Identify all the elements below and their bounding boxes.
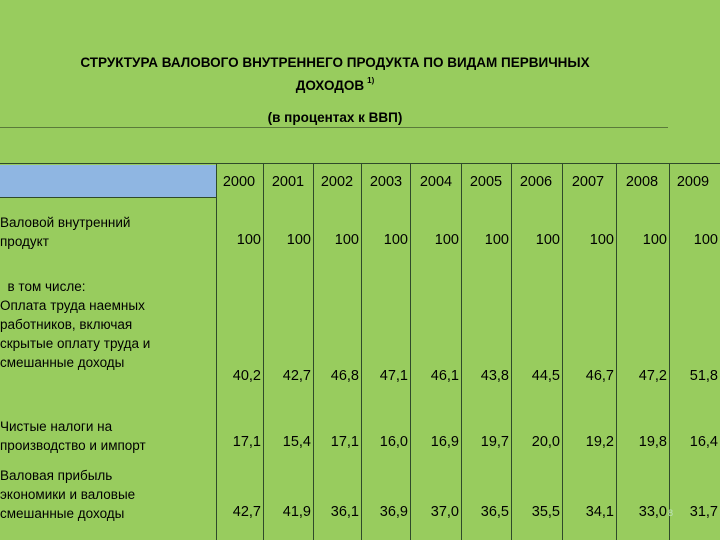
grid-col-line xyxy=(410,163,411,540)
grid-col-line xyxy=(616,163,617,540)
table-cell: 100 xyxy=(434,232,459,248)
year-header: 2002 xyxy=(320,174,354,190)
table-cell: 47,1 xyxy=(379,368,408,384)
row-label-taxes: Чистые налоги на производство и импорт xyxy=(0,419,146,453)
row-label-gdp: Валовой внутренний продукт xyxy=(0,215,131,249)
subtitle: (в процентах к ВВП) xyxy=(267,110,403,125)
grid-col-line xyxy=(216,163,217,540)
table-cell: 100 xyxy=(535,232,560,248)
table-cell: 41,9 xyxy=(282,504,311,520)
title-footnote: 1) xyxy=(367,76,375,85)
grid-col-line xyxy=(361,163,362,540)
grid-col-line xyxy=(669,163,670,540)
year-header: 2003 xyxy=(369,174,403,190)
year-header: 2009 xyxy=(676,174,710,190)
table-cell: 34,1 xyxy=(585,504,614,520)
table-cell: 100 xyxy=(589,232,614,248)
table-cell: 100 xyxy=(383,232,408,248)
table-cell: 19,2 xyxy=(585,434,614,450)
grid-col-line xyxy=(263,163,264,540)
table-cell: 31,7 xyxy=(689,504,718,520)
table-cell: 36,9 xyxy=(379,504,408,520)
row-label-wages: в том числе: Оплата труда наемных работников, включая скрытые оплату труда и смешанные доходы xyxy=(0,279,151,370)
table-cell: 17,1 xyxy=(232,434,261,450)
table-cell: 51,8 xyxy=(689,368,718,384)
year-header: 2001 xyxy=(271,174,305,190)
table-cell: 43,8 xyxy=(480,368,509,384)
table-cell: 46,1 xyxy=(430,368,459,384)
table-cell: 15,4 xyxy=(282,434,311,450)
table-cell: 100 xyxy=(236,232,261,248)
table-cell: 17,1 xyxy=(330,434,359,450)
table-cell: 40,2 xyxy=(232,368,261,384)
title-line-1: СТРУКТУРА ВАЛОВОГО ВНУТРЕННЕГО ПРОДУКТА ПО ВИДАМ ПЕРВИЧНЫХ xyxy=(80,55,590,70)
title-line-2: ДОХОДОВ xyxy=(295,78,365,93)
table-cell: 19,7 xyxy=(480,434,509,450)
year-header: 2008 xyxy=(625,174,659,190)
page-number: 8 xyxy=(668,508,674,518)
table-cell: 35,5 xyxy=(531,504,560,520)
table-cell: 100 xyxy=(334,232,359,248)
table-cell: 46,7 xyxy=(585,368,614,384)
table-cell: 19,8 xyxy=(638,434,667,450)
table-cell: 37,0 xyxy=(430,504,459,520)
grid-line-top xyxy=(0,163,720,164)
table-cell: 36,5 xyxy=(480,504,509,520)
grid-col-line xyxy=(461,163,462,540)
table-cell: 46,8 xyxy=(330,368,359,384)
table-cell: 44,5 xyxy=(531,368,560,384)
table-cell: 47,2 xyxy=(638,368,667,384)
grid-col-line xyxy=(562,163,563,540)
grid-line-header xyxy=(0,197,216,198)
table-cell: 100 xyxy=(286,232,311,248)
row-label-profit: Валовая прибыль экономики и валовые смешанные доходы xyxy=(0,468,136,521)
year-header: 2007 xyxy=(571,174,605,190)
page-title xyxy=(0,54,670,95)
grid-col-line xyxy=(511,163,512,540)
year-header: 2000 xyxy=(222,174,256,190)
year-header: 2006 xyxy=(519,174,553,190)
table-cell: 20,0 xyxy=(531,434,560,450)
table-cell: 16,4 xyxy=(689,434,718,450)
table-cell: 42,7 xyxy=(232,504,261,520)
table-cell: 100 xyxy=(484,232,509,248)
table-cell: 33,0 xyxy=(638,504,667,520)
table-cell: 36,1 xyxy=(330,504,359,520)
table-cell: 42,7 xyxy=(282,368,311,384)
table-cell: 100 xyxy=(693,232,718,248)
table-cell: 16,0 xyxy=(379,434,408,450)
grid-col-line xyxy=(313,163,314,540)
year-header: 2005 xyxy=(469,174,503,190)
title-rule xyxy=(0,127,668,128)
table-cell: 16,9 xyxy=(430,434,459,450)
year-header: 2004 xyxy=(419,174,453,190)
table-cell: 100 xyxy=(642,232,667,248)
